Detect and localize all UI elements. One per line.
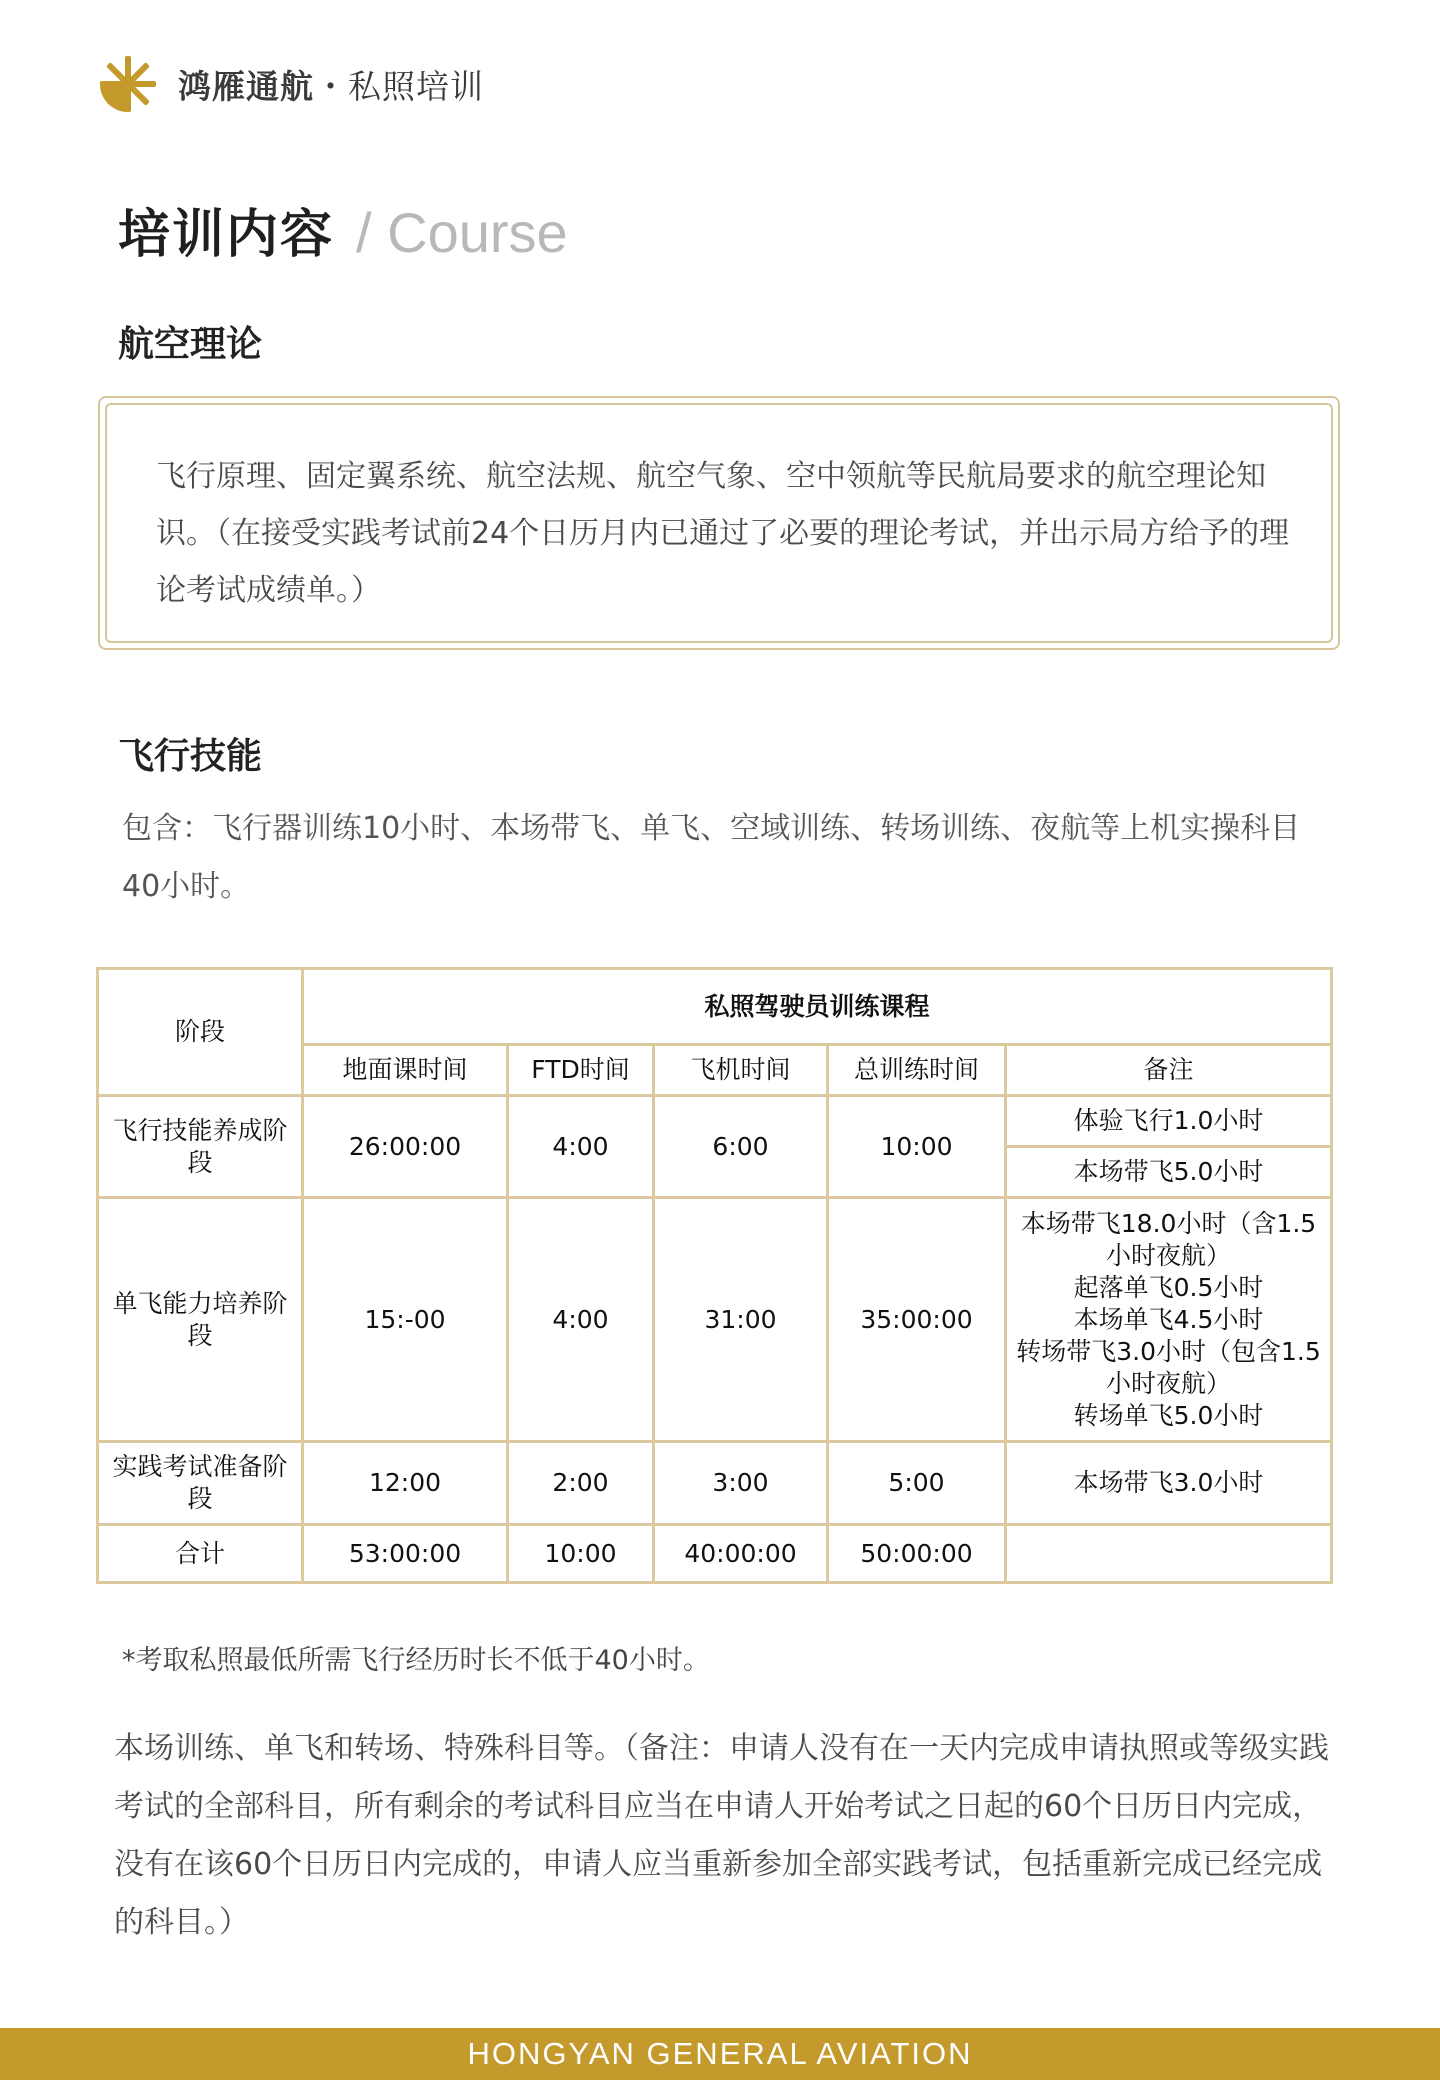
table-row: [98, 1096, 1332, 1147]
ground-cell: 26:00:00: [303, 1096, 508, 1198]
stage-cell: 实践考试准备阶段: [98, 1442, 303, 1525]
col-header-aircraft: 飞机时间: [654, 1045, 828, 1096]
brand-title: [178, 61, 484, 108]
page-title-cn: 培训内容: [118, 205, 335, 265]
remark-line: 转场单飞5.0小时: [1073, 1400, 1264, 1430]
ftd-cell: 2:00: [508, 1442, 654, 1525]
col-header-ftd: FTD时间: [508, 1045, 654, 1096]
brand-main: 鸿雁通航: [178, 66, 314, 106]
remark-line: 本场带飞18.0小时（含1.5小时夜航）: [1020, 1208, 1317, 1270]
remark-cell: 本场带飞5.0小时: [1006, 1147, 1332, 1198]
total-aircraft-cell: 40:00:00: [654, 1525, 828, 1583]
remark-cell: [1006, 1198, 1332, 1442]
aircraft-cell: 31:00: [654, 1198, 828, 1442]
bottom-text: 本场训练、单飞和转场、特殊科目等。（备注：申请人没有在一天内完成申请执照或等级实践考试的全部科目，所有剩余的考试科目应当在申请人开始考试之日起的60个日历日内完成，没有在该60个日历日内完成的，申请人应当重新参加全部实践考试，包括重新完成已经完成的科目。）: [114, 1731, 1329, 1940]
total-cell: 5:00: [828, 1442, 1006, 1525]
total-stage-cell: 合计: [98, 1525, 303, 1583]
col-header-total: 总训练时间: [828, 1045, 1006, 1096]
page-title-en: / Course: [356, 201, 568, 264]
theory-box: [98, 396, 1340, 650]
course-main-header: 私照驾驶员训练课程: [303, 969, 1332, 1045]
header: [96, 52, 484, 116]
remark-cell: 本场带飞3.0小时: [1006, 1442, 1332, 1525]
total-cell: 10:00: [828, 1096, 1006, 1198]
skill-description: 包含：飞行器训练10小时、本场带飞、单飞、空域训练、转场训练、夜航等上机实操科目40小时。: [122, 811, 1301, 904]
footnote: *考取私照最低所需飞行经历时长不低于40小时。: [122, 1645, 710, 1676]
col-header-remark: 备注: [1006, 1045, 1332, 1096]
brand-sub: ・私照培训: [314, 66, 484, 106]
aircraft-cell: 3:00: [654, 1442, 828, 1525]
stage-cell: 单飞能力培养阶段: [98, 1198, 303, 1442]
total-row: [98, 1525, 1332, 1583]
skill-heading: 飞行技能: [118, 736, 263, 777]
table-row: [98, 1442, 1332, 1525]
remark-cell: 体验飞行1.0小时: [1006, 1096, 1332, 1147]
ftd-cell: 4:00: [508, 1096, 654, 1198]
ground-cell: 15:-00: [303, 1198, 508, 1442]
stage-cell: 飞行技能养成阶段: [98, 1096, 303, 1198]
page-title: [118, 192, 568, 267]
stage-header: 阶段: [98, 969, 303, 1096]
total-remark-cell: [1006, 1525, 1332, 1583]
remark-line: 起落单飞0.5小时: [1073, 1272, 1264, 1302]
course-table: [96, 967, 1333, 1584]
remark-line: 转场带飞3.0小时（包含1.5小时夜航）: [1016, 1336, 1321, 1398]
asterisk-logo-icon: [96, 52, 160, 116]
total-cell: 35:00:00: [828, 1198, 1006, 1442]
ground-cell: 12:00: [303, 1442, 508, 1525]
footer-bar: HONGYAN GENERAL AVIATION: [0, 2028, 1440, 2080]
aircraft-cell: 6:00: [654, 1096, 828, 1198]
total-ftd-cell: 10:00: [508, 1525, 654, 1583]
total-ground-cell: 53:00:00: [303, 1525, 508, 1583]
theory-text: 飞行原理、固定翼系统、航空法规、航空气象、空中领航等民航局要求的航空理论知识。（在接受实践考试前24个日历月内已通过了必要的理论考试，并出示局方给予的理论考试成绩单。）: [156, 459, 1290, 608]
col-header-ground: 地面课时间: [303, 1045, 508, 1096]
ftd-cell: 4:00: [508, 1198, 654, 1442]
remark-line: 本场单飞4.5小时: [1073, 1304, 1264, 1334]
table-row: [98, 1198, 1332, 1442]
total-total-cell: 50:00:00: [828, 1525, 1006, 1583]
theory-heading: 航空理论: [118, 324, 263, 365]
